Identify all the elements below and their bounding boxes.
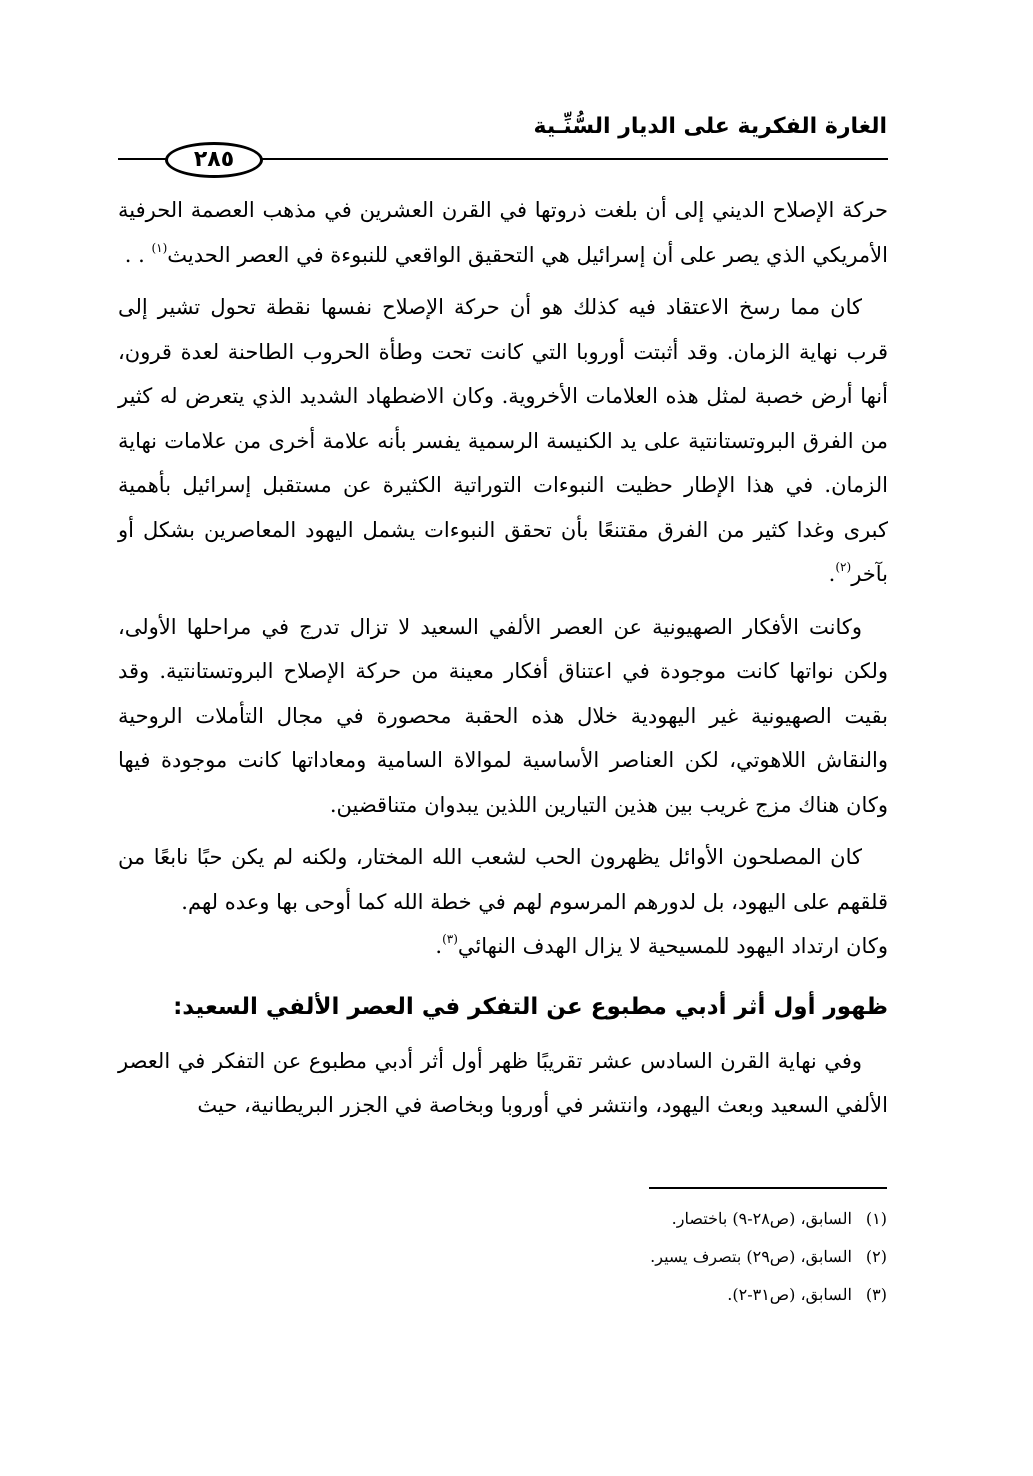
paragraph-5 (118, 924, 888, 969)
main-text (118, 188, 888, 1136)
footnote-ref-3[interactable]: (٣) (442, 932, 458, 946)
footnote-ref-1[interactable]: (١) (151, 240, 168, 255)
running-header-title: الغارة الفكرية على الديار السُّنِّـية (533, 114, 887, 139)
footnote-ref-2[interactable]: (٢) (835, 560, 852, 574)
footnote-rule (649, 1187, 887, 1189)
footnote-text: السابق، (ص٢٩) بتصرف يسير. (650, 1247, 852, 1266)
footnote-text: السابق، (ص٢٨-٩) باختصار. (671, 1209, 852, 1228)
paragraph-2-end: . (828, 562, 836, 586)
section-heading: ظهور أول أثر أدبي مطبوع عن التفكر في العصر الألفي السعيد: (173, 993, 888, 1020)
footnote-number: (٣) (865, 1285, 887, 1304)
page-number: ٢٨٥ (165, 142, 263, 178)
footnote-2 (387, 1238, 887, 1276)
paragraph-5-end: . (435, 934, 443, 958)
paragraph-2-text: كان مما رسخ الاعتقاد فيه كذلك هو أن حركة الإصلاح نفسها نقطة تحول تشير إلى قرب نهاية الزمان. وقد أثبتت أوروبا التي كانت تحت وطأة الحروب الطاحنة لعدة قرون، أنها أرض خصبة لمثل هذه العلامات الأخروية. وكان الاضطهاد الشديد الذي يتعرض له كثير من الفرق البروتستانتية على يد الكنيسة الرسمية يفسر بأنه علامة أخرى من علامات نهاية الزمان. في هذا الإطار حظيت النبوءات التوراتية الكثيرة عن مستقبل إسرائيل بأهمية كبرى وغدا كثير من الفرق مقتنعًا بأن تحقق النبوءات يشمل اليهود المعاصرين بشكل أو بآخر (118, 295, 888, 586)
footnote-text: السابق، (ص٣١-٢). (727, 1285, 852, 1304)
paragraph-3: وكانت الأفكار الصهيونية عن العصر الألفي السعيد لا تزال تدرج في مراحلها الأولى، ولكن نواتها كانت موجودة في اعتناق أفكار معينة من حركة الإصلاح البروتستانتية. وقد بقيت الصهيونية غير اليهودية خلال هذه الحقبة محصورة في مجال التأملات الروحية والنقاش اللاهوتي، لكن العناصر الأساسية لموالاة السامية ومعاداتها كانت موجودة فيها وكان هناك مزج غريب بين هذين التيارين اللذين يبدوان متناقضين. (118, 614, 888, 817)
paragraph-1-end: . . (124, 242, 152, 267)
paragraph-5-text: وكان ارتداد اليهود للمسيحية لا يزال الهدف النهائي (457, 934, 888, 958)
footnotes (387, 1200, 887, 1314)
paragraph-1 (118, 188, 888, 277)
footnote-1 (387, 1200, 887, 1238)
paragraph-1-text: حركة الإصلاح الديني إلى أن بلغت ذروتها في القرن العشرين في مذهب العصمة الحرفية الأمريكي الذي يصر على أن إسرائيل هي التحقيق الواقعي للنبوءة في العصر الحديث (118, 198, 888, 267)
paragraph-6: وفي نهاية القرن السادس عشر تقريبًا ظهر أول أثر أدبي مطبوع عن التفكر في العصر الألفي السعيد وبعث اليهود، وانتشر في أوروبا وبخاصة في الجزر البريطانية، حيث (118, 1048, 888, 1117)
footnote-number: (١) (865, 1209, 887, 1228)
paragraph-4: كان المصلحون الأوائل يظهرون الحب لشعب الله المختار، ولكنه لم يكن حبًا نابعًا من قلقهم على اليهود، بل لدورهم المرسوم لهم في خطة الله كما أوحى بها وعده لهم. (118, 845, 888, 914)
paragraph-2 (118, 285, 888, 597)
footnote-number: (٢) (865, 1247, 887, 1266)
footnote-3 (387, 1276, 887, 1314)
